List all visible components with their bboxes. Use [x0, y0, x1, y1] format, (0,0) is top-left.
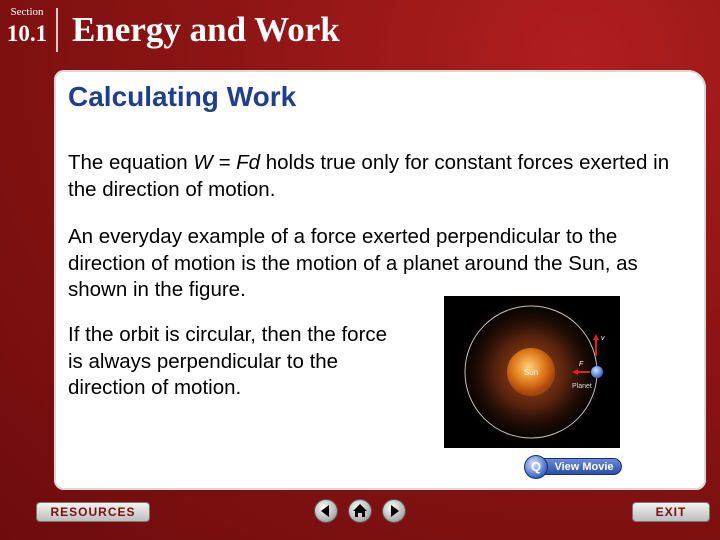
section-number: 10.1: [6, 21, 48, 46]
paragraph-example: An everyday example of a force exerted perpendicular to the direction of motion is the motion of a planet around the Sun, as shown in the figure.: [68, 225, 638, 301]
view-movie-button[interactable]: [522, 455, 622, 477]
resources-button[interactable]: RESOURCES: [36, 502, 150, 522]
section-tag: [2, 6, 52, 48]
next-button[interactable]: [382, 499, 406, 523]
home-button[interactable]: [348, 499, 372, 523]
view-movie-label: View Movie: [536, 458, 622, 475]
planet-label: Planet: [572, 383, 592, 390]
section-divider: [56, 8, 58, 52]
orbit-diagram: [444, 296, 620, 448]
page-title: Energy and Work: [72, 10, 340, 49]
paragraph-equation: [68, 150, 688, 203]
paragraph-circular-orbit: If the orbit is circular, then the force is always perpendicular to the direction of motion.: [68, 323, 388, 399]
orbit-figure: [444, 296, 620, 448]
exit-button[interactable]: EXIT: [632, 502, 710, 522]
paragraph-equation-post: holds true only for constant forces exerted in the direction of motion.: [68, 151, 670, 201]
home-icon: [349, 500, 371, 522]
arrow-left-icon: [315, 500, 337, 522]
magnifier-icon: Q: [524, 455, 548, 479]
slide-heading: Calculating Work: [68, 81, 297, 112]
force-label: F: [579, 361, 584, 368]
section-label: Section: [10, 6, 44, 18]
previous-button[interactable]: [314, 499, 338, 523]
velocity-label: v: [601, 335, 605, 342]
paragraph-equation-pre: The equation: [68, 151, 194, 174]
sun-label: Sun: [523, 368, 539, 377]
arrow-right-icon: [383, 500, 405, 522]
planet-icon: [591, 366, 603, 378]
equation-text: W = Fd: [193, 151, 261, 174]
